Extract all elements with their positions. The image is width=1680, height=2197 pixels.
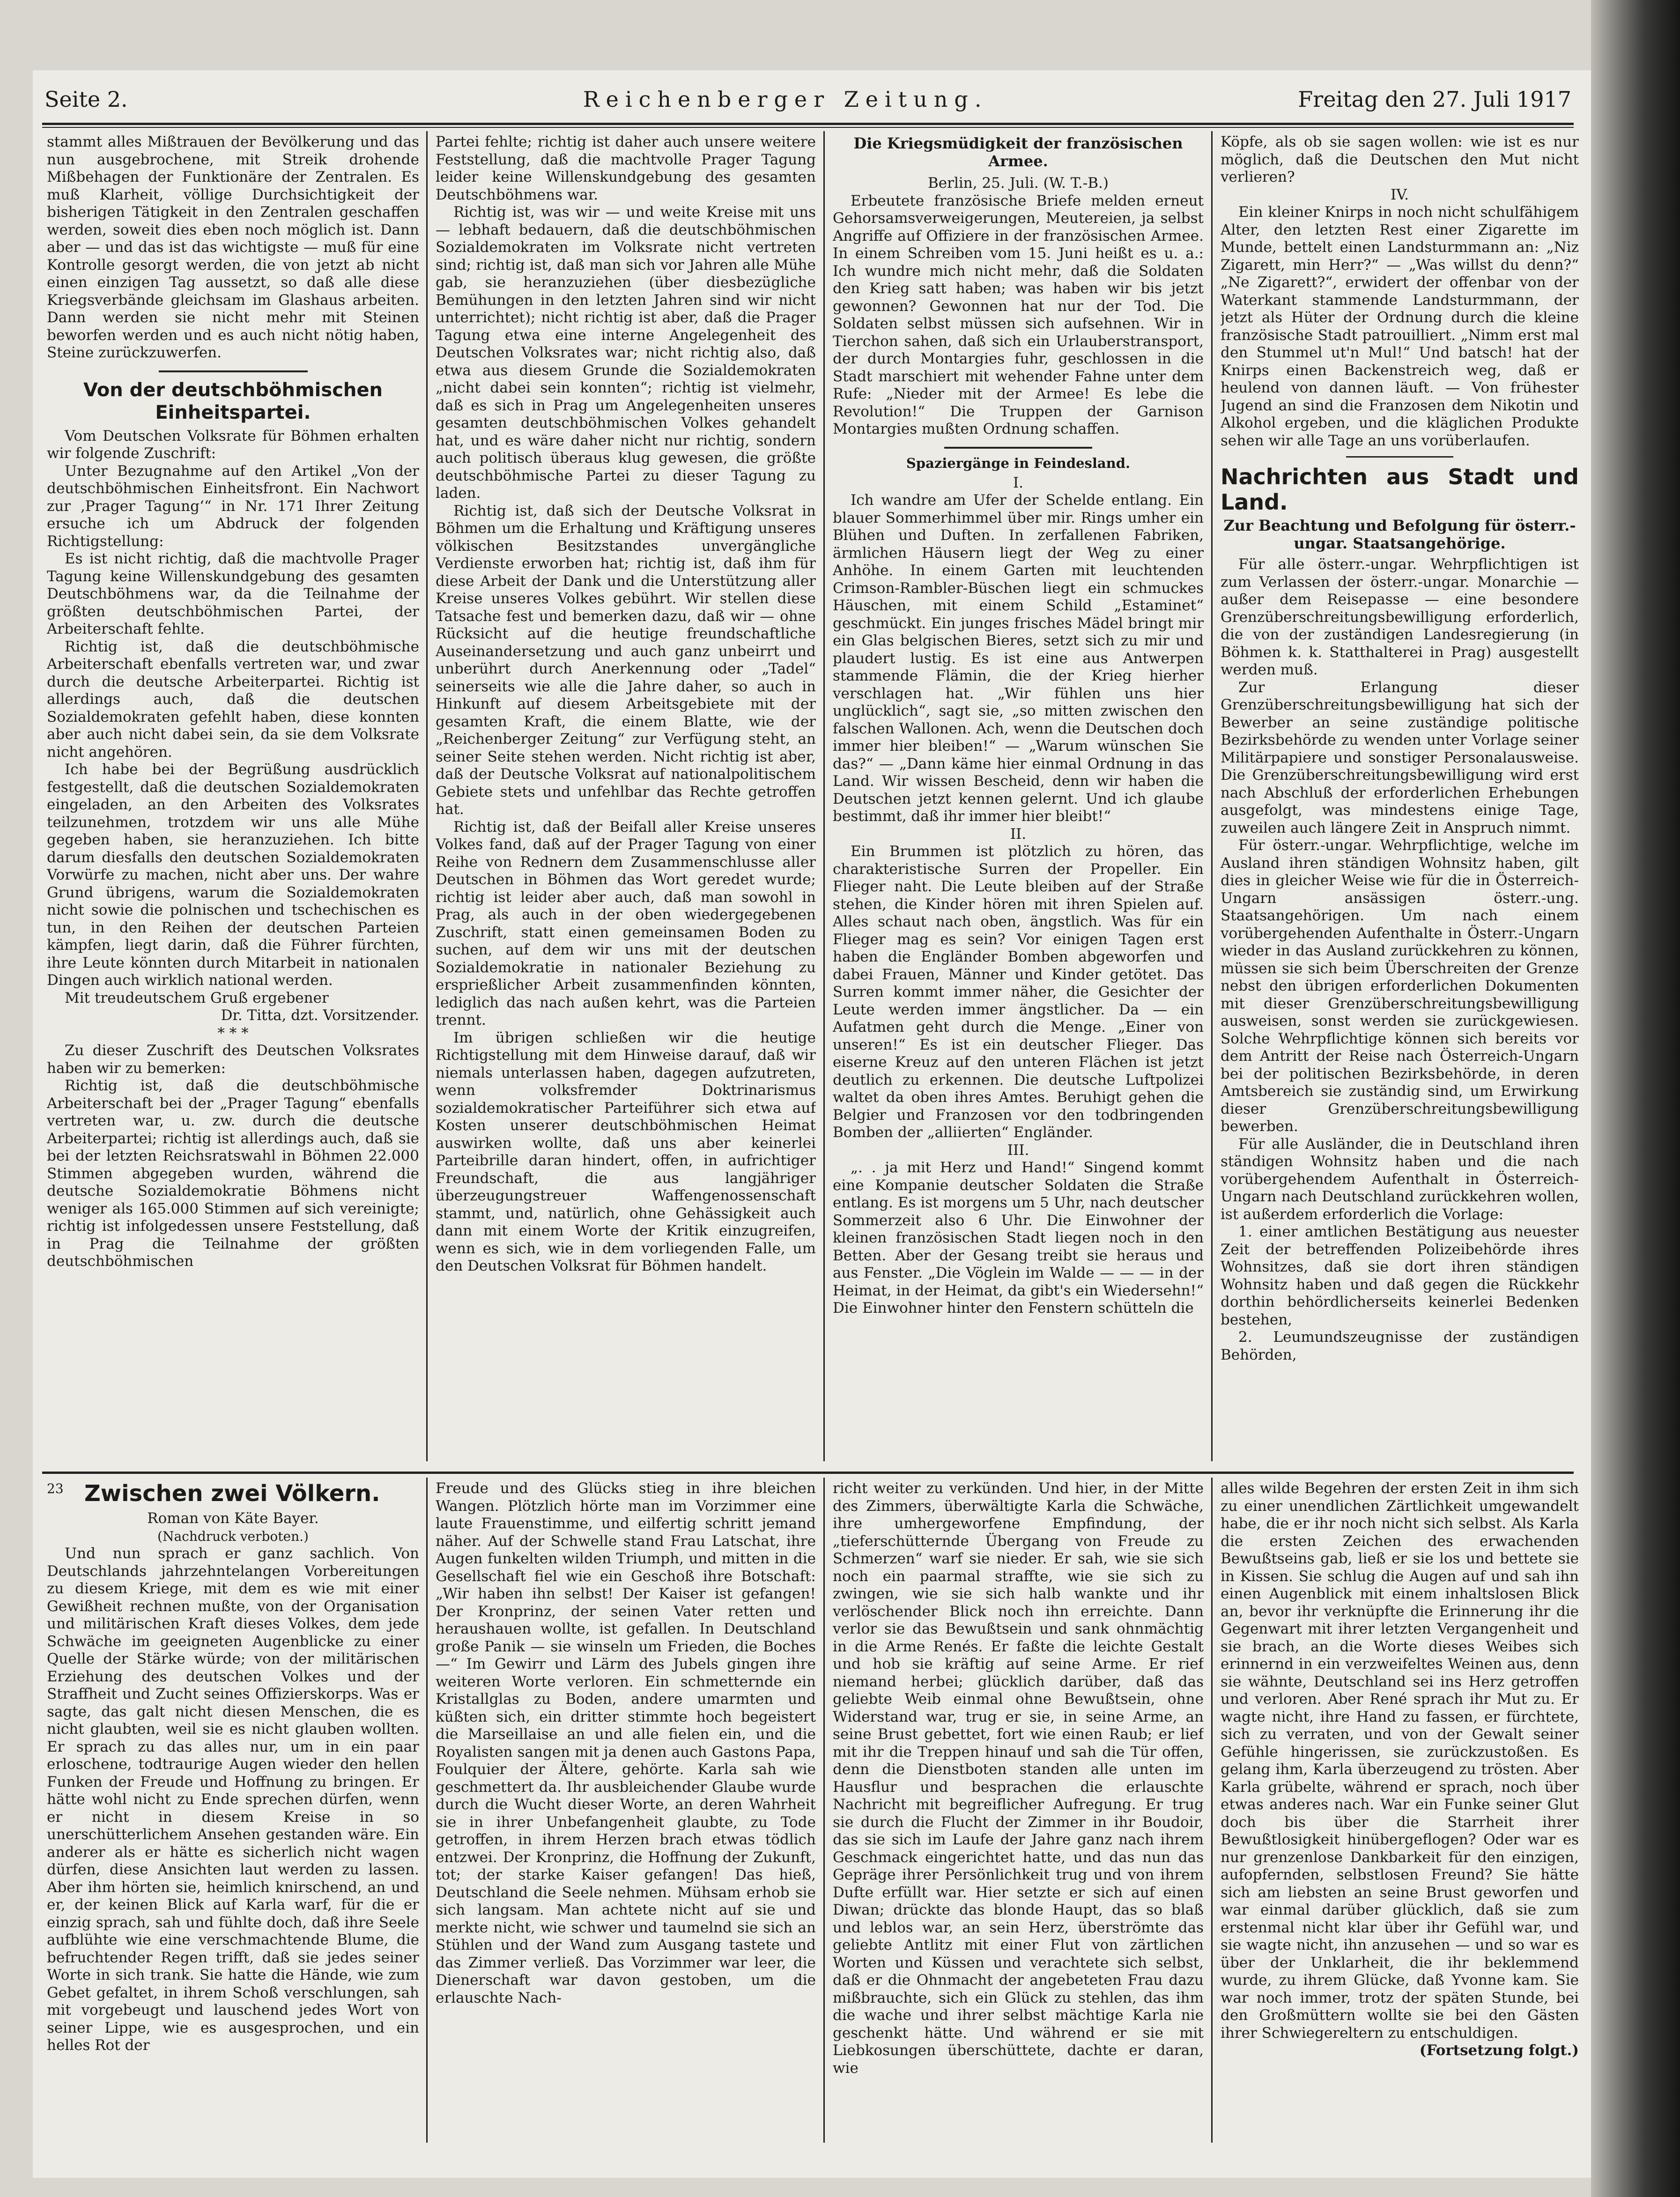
article-paragraph: Köpfe, als ob sie sagen wollen: wie ist es nur möglich, daß die Deutschen den Mut nicht verlieren? xyxy=(1221,133,1579,185)
article-paragraph: Unter Bezugnahme auf den Artikel „Von der deutschböhmischen Einheitsfront. Ein Nachwort zur ‚Prager Tagung‘“ in Nr. 171 Ihrer Zeitung ersuche ich um Abdruck der folgenden Richtigstellung: xyxy=(47,462,419,550)
column-2 xyxy=(436,133,816,1468)
novel-column-1 xyxy=(47,1480,419,2136)
article-paragraph: stammt alles Mißtrauen der Bevölkerung und das nun ausgebrochene, mit Streik drohende Mißbehagen der Funktionäre der Zentralen. Es muß Klarheit, völlige Durchsichtigkeit der bisherigen Tätigkeit in den Zentralen geschaffen werden, soweit dies eben noch möglich ist. Dann aber — und das ist das wichtigste — muß für eine Kontrolle gesorgt werden, die von jetzt ab nicht einen einzigen Tag aussetzt, so daß alle diese Kriegsverbände gleichsam im Glashaus arbeiten. Dann werden sie nicht mehr mit Steinen beworfen werden und es auch nicht nötig haben, Steine zurückzuwerfen. xyxy=(47,133,419,361)
headline-kriegsmuedigkeit: Die Kriegsmüdigkeit der französischen Armee. xyxy=(853,134,1183,170)
header-rule xyxy=(42,123,1574,125)
article-paragraph: Vom Deutschen Volksrate für Böhmen erhalten wir folgende Zuschrift: xyxy=(47,427,419,462)
section-number: III. xyxy=(1007,1141,1029,1159)
continuation-note: (Fortsetzung folgt.) xyxy=(1419,2042,1579,2059)
newspaper-title: Reichenberger Zeitung. xyxy=(583,87,988,112)
page-number: Seite 2. xyxy=(44,87,128,112)
headline-nachrichten: Nachrichten aus Stadt und Land. xyxy=(1221,464,1579,515)
article-paragraph: Ich habe bei der Begrüßung ausdrücklich festgestellt, daß die deutschen Sozialdemokraten eingeladen, an den Arbeiten des Volksrates teilzunehmen, trotzdem wir uns alle Mühe gegeben haben, sie heranzuziehen. Ich bitte darum diesfalls den deutschen Sozialdemokraten Vorwürfe zu machen, nicht aber uns. Der wahre Grund übrigens, warum die Sozialdemokraten nicht sowie die polnischen und tschechischen es tun, in den Reihen der deutschen Parteien kämpfen, liegt darin, daß die Führer fürchten, ihre Leute könnten durch Mitarbeit in nationalen Dingen auch wirklich national werden. xyxy=(47,761,419,989)
article-paragraph: Zu dieser Zuschrift des Deutschen Volksrates haben wir zu bemerken: xyxy=(47,1042,419,1077)
article-paragraph: Für österr.-ungar. Wehrpflichtige, welche im Ausland ihren ständigen Wohnsitz haben, gilt dies in gleicher Weise wie für die in Österreich-Ungarn ansässigen österr.-ung. Staatsangehörigen. Um nach einem vorübergehenden Aufenthalte in Österr.-Ungarn wieder in das Ausland zurückkehren zu können, müssen sie sich beim Überschreiten der Grenze nebst den übrigen erforderlichen Dokumenten mit dieser Grenzüberschreitungsbewilligung ausweisen, sonst werden sie zurückgewiesen. Solche Wehrpflichtige können sich bereits vor dem Antritt der Reise nach Österreich-Ungarn bei der politischen Bezirksbehörde, in deren Amtsbereich sie zuständig sind, um Erwirkung dieser Grenzüberschreitungsbewilligung bewerben. xyxy=(1221,837,1579,1135)
novel-paragraph: alles wilde Begehren der ersten Zeit in ihm sich zu einer unendlichen Zärtlichkeit umgewandelt habe, die er ihr noch nicht sich selbst. Als Karla die ersten Zeichen des erwachenden Bewußtseins gab, ließ er sie los und bettete sie in Kissen. Sie schlug die Augen auf und sah ihn einen Augenblick mit einem inhaltslosen Blick an, bevor ihr verknüpfte die Erinnerung ihr die Gegenwart mit ihrer letzten Vergangenheit und sie brach, an die Worte dieses Weibes sich erinnernd in ein verzweifeltes Weinen aus, denn sie wähnte, Deutschland sei ins Herz getroffen und verloren. Aber René sprach ihr Mut zu. Er wagte nicht, ihre Hand zu fassen, er fürchtete, sich zu verraten, und von der Gewalt seiner Gefühle hingerissen, sie zurückzustoßen. Es gelang ihm, Karla überzeugend zu trösten. Aber Karla grübelte, während er sprach, noch über etwas anderes nach. War ein Funke seiner Glut doch bis über die Starrheit ihrer Bewußtlosigkeit hinübergeflogen? Oder war es nur grenzenlose Dankbarkeit für den einzigen, aufopfernden, selbstlosen Freund? Sie hätte sich am liebsten an seine Brust geworfen und war einmal darüber glücklich, daß sie zum erstenmal nicht klar über ihr Gefühl war, und sie wagte nicht, ihn anzusehen — und so war es über der Unklarheit, die ihr beklemmend wurde, zu ihrem Glücke, daß Yvonne kam. Sie war noch immer, trotz der späten Stunde, bei den Großmüttern wollte sie bei den Gästen ihrer Schwiegereltern zu entschuldigen. xyxy=(1221,1480,1579,2042)
scan-edge xyxy=(1591,0,1680,2197)
article-paragraph: 1. einer amtlichen Bestätigung aus neuester Zeit der betreffenden Polizeibehörde ihres Wohnsitzes, daß sie dort ihren ständigen Wohnsitz haben und daß gegen die Rückkehr dorthin behördlicherseits keinerlei Bedenken bestehen, xyxy=(1221,1223,1579,1328)
article-paragraph: Im übrigen schließen wir die heutige Richtigstellung mit dem Hinweise darauf, daß wir niemals unterlassen haben, dagegen aufzutreten, wenn volksfremder Doktrinarismus sozialdemokratischer Parteiführer sich etwa auf Kosten unserer deutschböhmischen Heimat auswirken wollte, daß uns aber keinerlei Parteibrille daran hindert, offen, in aufrichtiger Freundschaft, die aus langjähriger überzeugungstreuer Waffengenossenschaft stammt, und, natürlich, ohne Gehässigkeit auch dann mit einem Worte der Kritik einzugreifen, wenn es sich, wie in dem vorliegenden Falle, um den Deutschen Volksrat für Böhmen handelt. xyxy=(436,1029,816,1274)
column-divider xyxy=(823,1478,825,2143)
dateline: Berlin, 25. Juli. (W. T.-B.) xyxy=(928,175,1109,192)
article-paragraph: Für alle österr.-ungar. Wehrpflichtigen ist zum Verlassen der österr.-ungar. Monarchie — außer dem Reisepasse — eine besondere Grenzüberschreitungsbewilligung erforderlich, die von der zuständigen Landesregierung (in Böhmen k. k. Statthalterei in Prag) ausgestellt werden muß. xyxy=(1221,556,1579,678)
article-paragraph: Ich wandre am Ufer der Schelde entlang. Ein blauer Sommerhimmel über mir. Rings umher ein Blühen und Duften. In zerfallenen Fabriken, ärmlichen Häusern liegt der Weg zu einer Anhöhe. In einem Garten mit leuchtenden Crimson-Rambler-Büschen liegt ein schmuckes Häuschen, mit einem Schild „Estaminet“ geschmückt. Ein junges frisches Mädel bringt mir ein Glas belgischen Bieres, setzt sich zu mir und plaudert lustig. Es ist eine aus Antwerpen stammende Flämin, die der Krieg hierher verschlagen hat. „Wir fühlen uns hier unglücklich“, sagt sie, „so mitten zwischen den falschen Wallonen. Ach, wenn die Deutschen doch immer hier bleiben!“ — „Warum wünschen Sie das?“ — „Dann käme hier einmal Ordnung in das Land. Wir wissen Bescheid, denn wir haben die Deutschen jetzt kennen gelernt. Und ich glaube bestimmt, daß ihr immer hier bleibt!“ xyxy=(833,492,1204,825)
article-paragraph: Zur Erlangung dieser Grenzüberschreitungsbewilligung hat sich der Bewerber an seine zuständige politische Bezirksbehörde zu wenden unter Vorlage seiner Militärpapiere und sonstiger Personalausweise. Die Grenzüberschreitungsbewilligung wird erst nach Abschluß der erforderlichen Erhebungen ausgefolgt, was mindestens einige Tage, zuweilen auch längere Zeit in Anspruch nimmt. xyxy=(1221,679,1579,836)
column-3 xyxy=(833,133,1204,1468)
column-divider xyxy=(823,131,825,1461)
column-divider xyxy=(426,131,428,1461)
header-rule-thin xyxy=(42,127,1574,128)
reprint-note: (Nachdruck verboten.) xyxy=(157,1528,309,1544)
section-number: IV. xyxy=(1390,186,1409,203)
section-number: II. xyxy=(1010,825,1027,843)
novel-paragraph: Freude und des Glücks stieg in ihre bleichen Wangen. Plötzlich hörte man im Vorzimmer eine laute Frauenstimme, und eilfertig schritt jemand näher. Auf der Schwelle stand Frau Latschat, ihre Augen funkelten wilden Triumph, und mitten in die Gesellschaft fiel wie ein Geschoß ihre Botschaft: „Wir haben ihn selbst! Der Kaiser ist gefangen! Der Kronprinz, der seinen Vater retten und heraushauen wollte, ist gefallen. In Deutschland große Panik — sie winseln um Frieden, die Boches —“ Im Gewirr und Lärm des Jubels gingen ihre weiteren Worte verloren. Ein schmetternde ein Kristallglas zu Boden, andere umarmten und küßten sich, ein dritter stimmte hoch begeistert die Marseillaise an und alle fielen ein, und die Royalisten sangen mit ja denen auch Gastons Papa, Foulquier der Ältere, gehörte. Karla sah wie geschmettert da. Ihr ausbleichender Glaube wurde durch die Wucht dieser Worte, an deren Wahrheit sie in ihrer Unbefangenheit glaubte, zu Tode getroffen, in ihrem Herzen brach etwas tödlich entzwei. Der Kronprinz, die Hoffnung der Zukunft, tot; der starke Kaiser gefangen! Das hieß, Deutschland die Seele nehmen. Mühsam erhob sie sich langsam. Man achtete nicht auf sie und merkte nicht, wie schwer und taumelnd sie sich an Stühlen und der Wand zum Ausgang tastete und das Zimmer verließ. Das Vorzimmer war leer, die Dienerschaft war davon gestoben, um die erlauschte Nach- xyxy=(436,1480,816,2006)
signature: Dr. Titta, dzt. Vorsitzender. xyxy=(221,1007,419,1024)
article-paragraph: Richtig ist, was wir — und weite Kreise mit uns — lebhaft bedauern, daß die deutschböhmischen Sozialdemokraten im Volksrate nicht vertreten sind; richtig ist, daß man sich vor Jahren alle Mühe gab, sie heranzuziehen (über diesbezügliche Bemühungen in den letzten Jahren sind wir nicht unterrichtet); nicht richtig ist aber, daß die Prager Tagung etwa eine interne Angelegenheit des Deutschen Volksrates war; nicht richtig also, daß etwa aus diesem Grunde die Sozialdemokraten „nicht dabei sein konnten“; richtig ist vielmehr, daß es sich in Prag um Angelegenheiten unseres gesamten deutschböhmischen Volkes gehandelt hat, und es wäre daher nicht nur richtig, sondern auch politisch überaus klug gewesen, die größte deutschböhmische Partei zu dieser Tagung zu laden. xyxy=(436,204,816,502)
novel-byline: Roman von Käte Bayer. xyxy=(147,1510,319,1527)
novel-paragraph: Und nun sprach er ganz sachlich. Von Deutschlands jahrzehntelangen Vorbereitungen zu diesem Kriege, mit dem es wie mit einer Gewißheit rechnen mußte, von der Organisation und militärischen Kraft dieses Volkes, dem jede Schwäche im geeigneten Augenblicke zu einer Quelle der Stärke würde; von der militärischen Erziehung des deutschen Volkes und der Straffheit und Zucht seines Offizierskorps. Was er sagte, das galt nicht diesen Menschen, die es nicht glaubten, weil sie es nicht glauben wollten. Er sprach zu das alles nur, um in ein paar erloschene, todtraurige Augen wieder den hellen Funken der Freude und Hoffnung zu bringen. Er hätte wohl nicht zu Ende sprechen dürfen, wenn er nicht in diesem Kreise in so unerschütterlichem Ansehen gestanden wäre. Ein anderer als er hätte es sicherlich nicht wagen dürfen, diese Ansichten laut werden zu lassen. Aber ihm hörten sie, heimlich knirschend, an und er, der keinen Blick auf Karla warf, für die er einzig sprach, sah und fühlte doch, daß ihre Seele aufblühte wie eine verschmachtende Blume, die befruchtender Regen trifft, daß sie jedes seiner Worte in sich trank. Sie hatte die Hände, wie zum Gebet gefaltet, in ihrem Schoß verschlungen, sah mit vorgebeugt und lauschend jedes Wort von seiner Lippe, wie es ausgesprochen, und ein helles Rot der xyxy=(47,1545,419,2054)
article-paragraph: Mit treudeutschem Gruß ergebener xyxy=(65,989,329,1006)
section-rule xyxy=(42,1472,1574,1474)
column-1 xyxy=(47,133,419,1468)
article-paragraph: 2. Leumundszeugnisse der zuständigen Behörden, xyxy=(1221,1329,1579,1363)
article-paragraph: Für alle Ausländer, die in Deutschland ihren ständigen Wohnsitz haben und die nach vorübergehendem Aufenthalt in Österreich-Ungarn nach Deutschland zurückkehren wollen, ist außerdem erforderlich die Vorlage: xyxy=(1221,1135,1579,1223)
page-header xyxy=(44,87,1571,119)
separator xyxy=(159,370,308,372)
article-paragraph: Richtig ist, daß die deutschböhmische Arbeiterschaft bei der „Prager Tagung“ ebenfalls vertreten war, u. zw. durch die deutsche Arbeiterpartei; richtig ist allerdings auch, daß sie bei der letzten Reichsratswahl in Böhmen 22.000 Stimmen abgegeben wurden, während die deutsche Sozialdemokratie Böhmens nicht weniger als 165.000 Stimmen auf sich vereinigte; richtig ist infolgedessen unsere Feststellung, daß in Prag die Teilnahme der größten deutschböhmischen xyxy=(47,1077,419,1270)
article-paragraph: „. . ja mit Herz und Hand!“ Singend kommt eine Kompanie deutscher Soldaten die Straße entlang. Es ist morgens um 5 Uhr, nach deutscher Sommerzeit also 6 Uhr. Die Einwohner der kleinen französischen Stadt liegen noch in den Betten. Aber der Gesang treibt sie heraus und aus Fenster. „Die Vöglein im Walde — — — in der Heimat, in der Heimat, da gibt's ein Wiedersehn!“ Die Einwohner hinter den Fenstern schütteln die xyxy=(833,1159,1204,1317)
novel-column-4 xyxy=(1221,1480,1579,2136)
article-paragraph: Richtig ist, daß der Beifall aller Kreise unseres Volkes fand, daß auf der Prager Tagung von einer Reihe von Rednern dem Zusammenschlusse aller Deutschen in Böhmen das Wort geredet wurde; richtig ist leider aber auch, daß man sowohl in Prag, als auch in der oben wiedergegebenen Zuschrift, statt einen gemeinsamen Boden zu suchen, auf dem wir uns mit der deutschen Sozialdemokratie in nationaler Beziehung zu ersprießlicher Arbeit zusammenfinden könnten, lediglich das nach außen kehrt, was die Parteien trennt. xyxy=(436,818,816,1028)
article-paragraph: Ein Brummen ist plötzlich zu hören, das charakteristische Surren der Propeller. Ein Flieger naht. Die Leute bleiben auf der Straße stehen, die Kinder hören mit ihren Spielen auf. Alles schaut nach oben, ängstlich. Was für ein Flieger mag es sein? Vor einigen Tagen erst haben die Engländer Bomben abgeworfen und dabei Frauen, Männer und Kinder getötet. Das Surren kommt immer näher, die Gesichter der Leute werden immer ängstlicher. Da — ein Aufatmen geht durch die Menge. „Einer von unseren!“ Es ist ein deutscher Flieger. Das eiserne Kreuz auf den unteren Flächen ist jetzt deutlich zu erkennen. Die deutsche Luftpolizei waltet da oben ihres Amtes. Beruhigt gehen die Belgier und Franzosen vor den todbringenden Bomben der „alliierten“ Engländer. xyxy=(833,843,1204,1141)
issue-date: Freitag den 27. Juli 1917 xyxy=(1298,87,1571,112)
column-4 xyxy=(1221,133,1579,1468)
column-divider xyxy=(1211,1478,1213,2143)
article-paragraph: Partei fehlte; richtig ist daher auch unsere weitere Feststellung, daß die machtvolle Prager Tagung leider keine Willenskundgebung des gesamten Deutschböhmens war. xyxy=(436,133,816,203)
article-paragraph: Ein kleiner Knirps in noch nicht schulfähigem Alter, den letzten Rest einer Zigarette im Munde, bettelt einen Landsturmmann an: „Niz Zigarett, min Herr?“ — „Was willst du denn?“ „Ne Zigarett?“, erwidert der offenbar von der Waterkant stammende Landsturmmann, der jetzt als Hüter der Ordnung durch die kleine französische Stadt patrouilliert. „Nimm erst mal den Stummel ut'n Mul!“ Und batsch! hat der Knirps einen Backenstreich weg, daß er heulend von dannen läuft. — Von frühester Jugend an sind die Franzosen dem Nikotin und Alkohol ergeben, und die kläglichen Produkte sehen wir alle Tage an uns vorüberlaufen. xyxy=(1221,204,1579,449)
article-paragraph: Richtig ist, daß die deutschböhmische Arbeiterschaft ebenfalls vertreten war, und zwar durch die deutsche Arbeiterpartei. Richtig ist allerdings auch, daß die deutschen Sozialdemokraten gefehlt haben, diese konnten aber auch nicht dabei sein, da sie dem Volksrate nicht angehören. xyxy=(47,638,419,761)
stars-divider: * * * xyxy=(217,1024,249,1042)
installment-number: 23 xyxy=(47,1481,64,1496)
novel-title: Zwischen zwei Völkern. xyxy=(84,1480,380,1507)
article-paragraph: Erbeutete französische Briefe melden erneut Gehorsamsverweigerungen, Meutereien, ja selbst Angriffe auf Offiziere in der französischen Armee. In einem Schreiben vom 15. Juni heißt es u. a.: Ich wundre mich nicht mehr, daß die Soldaten den Krieg satt haben; was haben wir bis jetzt gewonnen? Gewonnen hat nur der Tod. Die Soldaten selbst müssen sich aufsehnen. Wir in Tierchon sahen, daß sich ein Urlauberstransport, der durch Montargies fuhr, geschlossen in die Stadt marschiert mit wehender Fahne unter dem Rufe: „Nieder mit der Armee! Es lebe die Revolution!“ Die Truppen der Garnison Montargies mußten Ordnung schaffen. xyxy=(833,192,1204,437)
article-paragraph: Richtig ist, daß sich der Deutsche Volksrat in Böhmen um die Erhaltung und Kräftigung unseres völkischen Besitzstandes unvergängliche Verdienste erworben hat; richtig ist, daß ihm für diese Arbeit der Dank und die Unterstützung aller Kreise unseres Volkes gebührt. Wir stellen diese Tatsache fest und bemerken dazu, daß wir — ohne Rücksicht auf die heutige freundschaftliche Auseinandersetzung und auch ganz unbeirrt und unberührt durch Anerkennung oder „Tadel“ seinerseits wie alle die Jahre daher, so auch in Hinkunft auf diesem Arbeitsgebiete mit der gesamten Kraft, die einem Blatte, wie der „Reichenberger Zeitung“ zur Verfügung steht, an seiner Seite stehen werden. Nicht richtig ist aber, daß der Deutsche Volksrat auf nationalpolitischem Gebiete stets und unfehlbar das Rechte getroffen hat. xyxy=(436,502,816,818)
headline-spaziergaenge: Spaziergänge in Feindesland. xyxy=(906,455,1131,471)
section-number: I. xyxy=(1013,474,1024,491)
subheadline: Zur Beachtung und Befolgung für österr.-ungar. Staatsangehörige. xyxy=(1223,517,1576,552)
separator xyxy=(1346,456,1454,458)
novel-column-2 xyxy=(436,1480,816,2136)
novel-paragraph: richt weiter zu verkünden. Und hier, in der Mitte des Zimmers, überwältigte Karla die Schwäche, ihre umhergeworfene Empfindung, der „tieferschütternde Übergang von Freude zu Schmerzen“ warf sie nieder. Er sah, wie sie sich noch ein paarmal straffte, wie sie sich zu zwingen, wie sie sich halb wankte und ihr verlöschender Blick noch ihn erreichte. Dann verlor sie das Bewußtsein und sank ohnmächtig in die Arme Renés. Er faßte die leichte Gestalt und hob sie kräftig auf seine Arme. Er rief niemand herbei; glücklich darüber, daß das geliebte Weib einmal ohne Bewußtsein, ohne Widerstand war, trug er sie, in seine Arme, an seine Brust gebettet, fort wie einen Raub; er lief mit ihr die Treppen hinauf und sah die Tür offen, denn die Dienstboten standen alle unten im Hausflur und besprachen die erlauschte Nachricht mit begreiflicher Aufregung. Er trug sie durch die Flucht der Zimmer in ihr Boudoir, das sie sich im Laufe der Jahre ganz nach ihrem Geschmack eingerichtet hatte, und das nun das Gepräge ihrer Persönlichkeit trug und von ihrem Dufte erfüllt war. Hier setzte er sich auf einen Diwan; drückte das blonde Haupt, das so blaß und leblos war, an sein Herz, überströmte das geliebte Antlitz mit einer Flut von zärtlichen Worten und Küssen und verachtete sich selbst, daß er die Ohnmacht der angebeteten Frau dazu mißbrauchte, sich ein Glück zu stehlen, das ihm die wache und ihrer selbst mächtige Karla nie geschenkt hätte. Und während er sie mit Liebkosungen überschüttete, dachte er daran, wie xyxy=(833,1480,1204,2077)
column-divider xyxy=(426,1478,428,2143)
separator xyxy=(944,447,1093,449)
column-divider xyxy=(1211,131,1213,1461)
article-paragraph: Es ist nicht richtig, daß die machtvolle Prager Tagung keine Willenskundgebung des gesamten Deutschböhmens war, da die Teilnahme der größten deutschböhmischen Partei, der Arbeiterschaft fehlte. xyxy=(47,550,419,637)
headline-einheitspartei: Von der deutschböhmischen Einheitspartei. xyxy=(83,379,383,423)
novel-column-3 xyxy=(833,1480,1204,2136)
